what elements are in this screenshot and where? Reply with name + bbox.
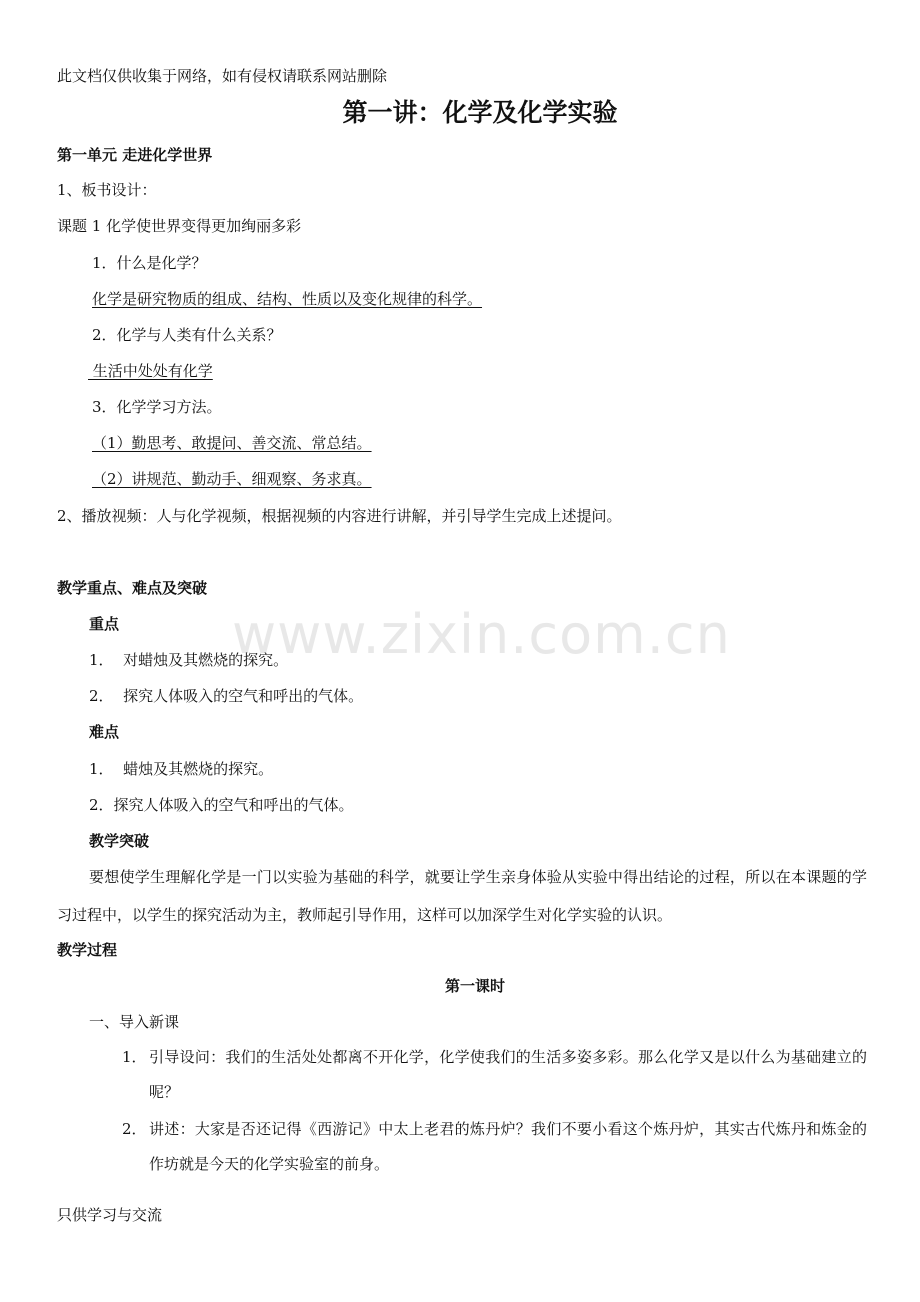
question-2: 2．化学与人类有什么关系？: [92, 326, 282, 344]
section-heading: 一、导入新课: [89, 1013, 180, 1031]
answer-2: 生活中处处有化学: [88, 362, 213, 380]
focus-item-2: 2． 探究人体吸入的空气和呼出的气体。: [89, 687, 364, 705]
difficulty-item-2: 2．探究人体吸入的空气和呼出的气体。: [89, 796, 354, 814]
key-points-heading: 教学重点、难点及突破: [57, 579, 208, 597]
list-item: [122, 1040, 867, 1110]
question-3: 3．化学学习方法。: [92, 398, 222, 416]
list-item: [122, 1112, 867, 1182]
answer-3-2: （2）讲规范、勤动手、细观察、务求真。: [92, 470, 372, 488]
list-item-number: 2．: [122, 1120, 147, 1138]
breakthrough-text: 要想使学生理解化学是一门以实验为基础的科学，就要让学生亲身体验从实验中得出结论的过程，所以在本课题的学习过程中，以学生的探究活动为主，教师起引导作用，这样可以加深学生对化学实验的认识。: [57, 868, 867, 924]
breakthrough-heading: 教学突破: [89, 832, 150, 850]
focus-item-1: 1． 对蜡烛及其燃烧的探究。: [89, 651, 289, 669]
process-heading: 教学过程: [57, 941, 118, 959]
list-item-number: 1．: [122, 1048, 147, 1066]
list-item-text: 引导设问：我们的生活处处都离不开化学，化学使我们的生活多姿多彩。那么化学又是以什么为基础建立的呢？: [149, 1048, 867, 1101]
focus-heading: 重点: [89, 615, 120, 633]
board-design-topic: 课题 1 化学使世界变得更加绚丽多彩: [57, 217, 302, 235]
board-design-label: 1、板书设计：: [57, 181, 157, 199]
difficulty-heading: 难点: [89, 723, 120, 741]
lesson-heading: 第一课时: [444, 977, 505, 995]
list-item-text: 讲述：大家是否还记得《西游记》中太上老君的炼丹炉？我们不要小看这个炼丹炉，其实古代炼丹和炼金的作坊就是今天的化学实验室的前身。: [149, 1120, 867, 1173]
difficulty-item-1: 1． 蜡烛及其燃烧的探究。: [89, 760, 274, 778]
video-step: 2、播放视频：人与化学视频，根据视频的内容进行讲解，并引导学生完成上述提问。: [57, 507, 622, 525]
footer-note: 只供学习与交流: [57, 1206, 163, 1224]
watermark: www.zixin.com.cn: [232, 603, 731, 666]
header-note: 此文档仅供收集于网络，如有侵权请联系网站删除: [57, 67, 388, 85]
question-1: 1．什么是化学？: [92, 254, 207, 272]
page-title: 第一讲：化学及化学实验: [342, 98, 618, 127]
unit-heading: 第一单元 走进化学世界: [57, 146, 213, 164]
answer-3-1: （1）勤思考、敢提问、善交流、常总结。: [92, 434, 372, 452]
answer-1: 化学是研究物质的组成、结构、性质以及变化规律的科学。: [92, 290, 483, 308]
